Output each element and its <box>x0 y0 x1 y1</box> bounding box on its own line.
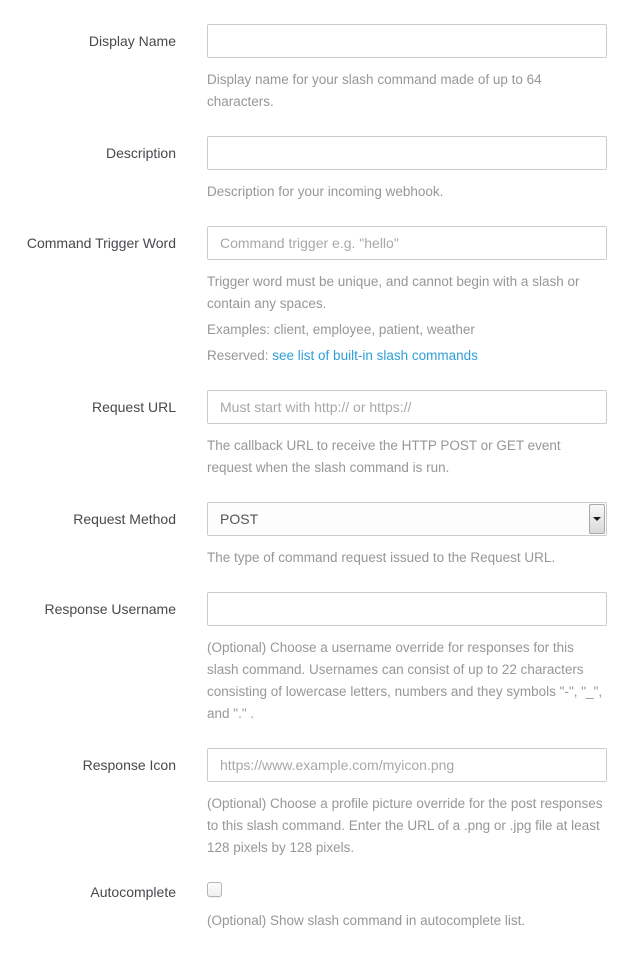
request-method-select[interactable] <box>207 502 607 536</box>
response-username-help: (Optional) Choose a username override for responses for this slash command. Usernames can consist of up to 22 characters consisting of lowercase letters, numbers and they symbols "-", "_", and "." . <box>207 640 603 721</box>
response-icon-help: (Optional) Choose a profile picture override for the post responses to this slash command. Enter the URL of a .png or .jpg file at least 128 pixels by 128 pixels. <box>207 796 603 855</box>
display-name-input[interactable] <box>207 24 607 58</box>
request-method-label: Request Method <box>73 511 176 527</box>
description-label: Description <box>105 145 176 161</box>
autocomplete-label: Autocomplete <box>90 884 176 900</box>
response-icon-label: Response Icon <box>82 757 176 773</box>
built-in-slash-commands-link[interactable]: see list of built-in slash commands <box>272 348 478 363</box>
trigger-help-examples: Examples: client, employee, patient, weather <box>207 322 475 337</box>
response-icon-input[interactable] <box>207 748 607 782</box>
form-row-command-trigger-word <box>0 226 625 367</box>
form-row-autocomplete <box>0 882 625 932</box>
request-url-label: Request URL <box>91 399 176 415</box>
form-row-response-username <box>0 592 625 725</box>
trigger-help-unique: Trigger word must be unique, and cannot begin with a slash or contain any spaces. <box>207 274 580 311</box>
trigger-help-reserved-prefix: Reserved: <box>207 348 273 363</box>
autocomplete-help: (Optional) Show slash command in autocomplete list. <box>207 913 526 928</box>
description-help: Description for your incoming webhook. <box>207 184 444 199</box>
display-name-label: Display Name <box>88 33 176 49</box>
form-row-response-icon <box>0 748 625 859</box>
request-method-select-wrap <box>207 502 607 536</box>
form-row-request-url <box>0 390 625 479</box>
autocomplete-checkbox[interactable] <box>207 882 222 897</box>
trigger-help-reserved <box>207 345 607 367</box>
response-username-label: Response Username <box>44 601 176 617</box>
request-method-help: The type of command request issued to the Request URL. <box>207 550 556 565</box>
form-row-description <box>0 136 625 203</box>
form-row-display-name <box>0 24 625 113</box>
display-name-help: Display name for your slash command made of up to 64 characters. <box>207 72 542 109</box>
response-username-input[interactable] <box>207 592 607 626</box>
request-url-input[interactable] <box>207 390 607 424</box>
form-row-request-method <box>0 502 625 569</box>
description-input[interactable] <box>207 136 607 170</box>
command-trigger-word-label: Command Trigger Word <box>26 235 176 251</box>
request-url-help: The callback URL to receive the HTTP POST or GET event request when the slash command is run. <box>207 438 561 475</box>
command-trigger-word-input[interactable] <box>207 226 607 260</box>
